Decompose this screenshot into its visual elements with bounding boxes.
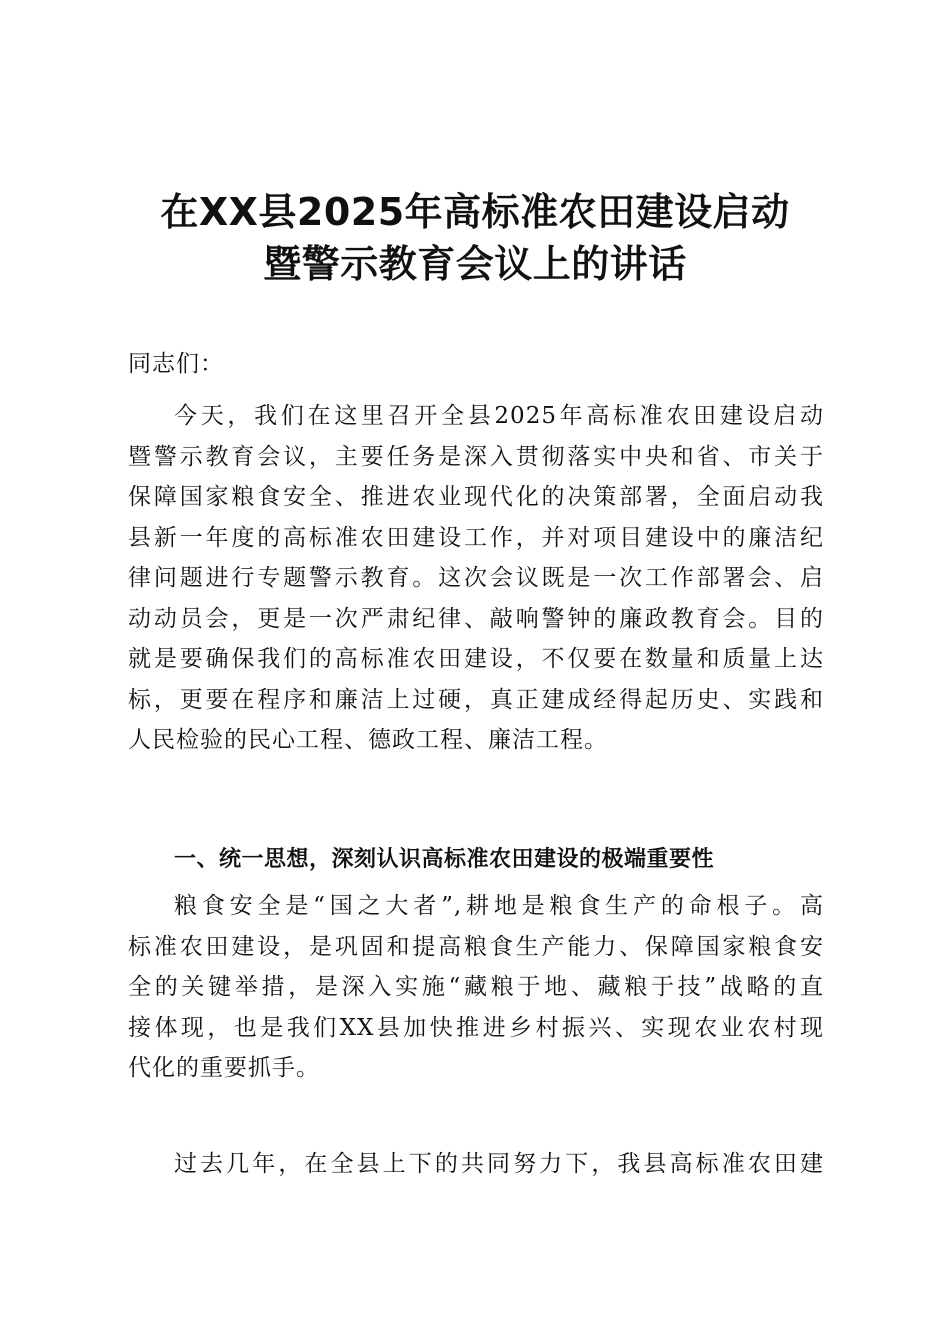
paragraph-line: 标准农田建设，是巩固和提高粮食生产能力、保障国家粮食安 <box>128 933 824 960</box>
paragraph-line: 人民检验的民心工程、德政工程、廉洁工程。 <box>128 727 608 753</box>
paragraph-line: 就是要确保我们的高标准农田建设，不仅要在数量和质量上达 <box>128 646 824 672</box>
paragraph-2 <box>128 886 824 1089</box>
section-heading-1: 一、统一思想，深刻认识高标准农田建设的极端重要性 <box>174 847 715 872</box>
paragraph-line: 律问题进行专题警示教育。这次会议既是一次工作部署会、启 <box>128 565 824 591</box>
paragraph-line: 保障国家粮食安全、推进农业现代化的决策部署，全面启动我 <box>128 484 824 510</box>
paragraph-line: 标，更要在程序和廉洁上过硬，真正建成经得起历史、实践和 <box>128 686 824 713</box>
paragraph-line: 动动员会，更是一次严肃纪律、敲响警钟的廉政教育会。目的 <box>128 605 824 632</box>
title-line-1: 在XX县2025年高标准农田建设启动 <box>160 190 790 234</box>
paragraph-1 <box>128 396 824 761</box>
paragraph-line: 接体现，也是我们XX县加快推进乡村振兴、实现农业农村现 <box>128 1014 824 1041</box>
paragraph-line: 今天，我们在这里召开全县2025年高标准农田建设启动 <box>174 403 824 429</box>
paragraph-line: 代化的重要抓手。 <box>128 1055 320 1081</box>
paragraph-line: 过去几年，在全县上下的共同努力下，我县高标准农田建 <box>174 1151 824 1177</box>
paragraph-line: 县新一年度的高标准农田建设工作，并对项目建设中的廉洁纪 <box>128 524 824 551</box>
paragraph-line: 全的关键举措，是深入实施“藏粮于地、藏粮于技”战略的直 <box>128 974 824 1000</box>
paragraph-line: 暨警示教育会议，主要任务是深入贯彻落实中央和省、市关于 <box>128 443 824 470</box>
document-body <box>128 346 824 1177</box>
document-title <box>100 186 850 290</box>
salutation: 同志们： <box>128 351 224 377</box>
paragraph-line: 粮食安全是“国之大者”,耕地是粮食生产的命根子。高 <box>174 893 824 919</box>
title-line-2: 暨警示教育会议上的讲话 <box>263 242 687 286</box>
paragraph-3 <box>128 1144 824 1185</box>
